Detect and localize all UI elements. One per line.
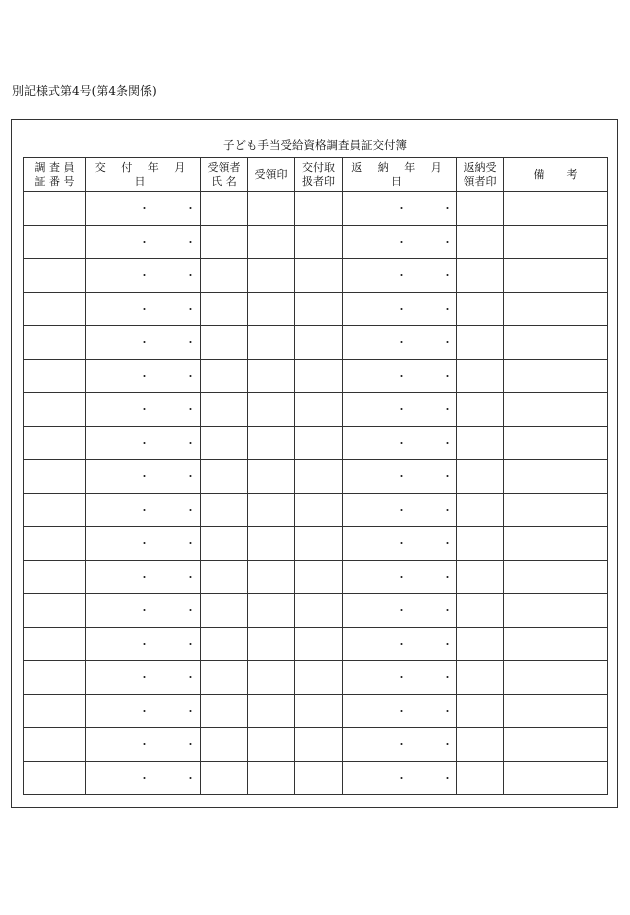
date-separator: ・ [396, 604, 407, 618]
cell-cert-no[interactable] [24, 761, 86, 795]
cell-return-date[interactable] [343, 259, 457, 293]
cell-return-recipient-seal[interactable] [457, 728, 504, 762]
date-separator: ・ [185, 436, 196, 450]
cell-issue-handler-seal[interactable] [295, 661, 343, 695]
cell-remarks[interactable] [504, 426, 608, 460]
header-remarks-label: 備 考 [533, 167, 578, 181]
cell-return-date[interactable] [343, 627, 457, 661]
header-issue-date-label: 交 付 年 月 日 [94, 160, 192, 188]
cell-return-recipient-seal[interactable] [457, 426, 504, 460]
date-separator: ・ [442, 771, 453, 785]
cell-recipient-name[interactable] [201, 761, 248, 795]
date-separator: ・ [442, 235, 453, 249]
cell-remarks[interactable] [504, 393, 608, 427]
header-return-recipient-seal [457, 158, 504, 192]
date-separator: ・ [442, 570, 453, 584]
cell-receipt-seal[interactable] [248, 192, 295, 226]
cell-return-recipient-seal[interactable] [457, 460, 504, 494]
cell-cert-no[interactable] [24, 426, 86, 460]
cell-return-recipient-seal[interactable] [457, 359, 504, 393]
table-row [24, 259, 608, 293]
cell-receipt-seal[interactable] [248, 326, 295, 360]
cell-return-date[interactable] [343, 560, 457, 594]
date-separator: ・ [185, 604, 196, 618]
table-row [24, 192, 608, 226]
cell-receipt-seal[interactable] [248, 627, 295, 661]
date-separator: ・ [396, 570, 407, 584]
cell-receipt-seal[interactable] [248, 560, 295, 594]
cell-return-date[interactable] [343, 694, 457, 728]
cell-issue-handler-seal[interactable] [295, 292, 343, 326]
cell-recipient-name[interactable] [201, 493, 248, 527]
cell-issue-date[interactable] [86, 259, 201, 293]
cell-return-recipient-seal[interactable] [457, 393, 504, 427]
cell-return-date[interactable] [343, 460, 457, 494]
cell-receipt-seal[interactable] [248, 594, 295, 628]
header-recipient-name-line2: 氏 名 [211, 174, 237, 188]
date-separator: ・ [396, 302, 407, 316]
date-separator: ・ [396, 671, 407, 685]
cell-issue-handler-seal[interactable] [295, 259, 343, 293]
cell-recipient-name[interactable] [201, 594, 248, 628]
cell-remarks[interactable] [504, 292, 608, 326]
date-separator: ・ [442, 738, 453, 752]
cell-issue-date[interactable] [86, 192, 201, 226]
cell-remarks[interactable] [504, 493, 608, 527]
date-separator: ・ [396, 637, 407, 651]
cell-issue-handler-seal[interactable] [295, 761, 343, 795]
cell-return-date[interactable] [343, 326, 457, 360]
cell-cert-no[interactable] [24, 594, 86, 628]
cell-issue-date[interactable] [86, 326, 201, 360]
date-separator: ・ [185, 202, 196, 216]
cell-issue-handler-seal[interactable] [295, 426, 343, 460]
date-separator: ・ [396, 537, 407, 551]
date-separator: ・ [396, 269, 407, 283]
cell-issue-date[interactable] [86, 761, 201, 795]
date-separator: ・ [396, 436, 407, 450]
cell-remarks[interactable] [504, 694, 608, 728]
date-separator: ・ [396, 503, 407, 517]
date-separator: ・ [185, 771, 196, 785]
date-separator: ・ [185, 403, 196, 417]
header-return-date-label: 返 納 年 月 日 [351, 160, 448, 188]
date-separator: ・ [185, 369, 196, 383]
cell-remarks[interactable] [504, 560, 608, 594]
date-separator: ・ [139, 470, 150, 484]
cell-cert-no[interactable] [24, 393, 86, 427]
cell-return-recipient-seal[interactable] [457, 326, 504, 360]
cell-issue-date[interactable] [86, 493, 201, 527]
date-separator: ・ [139, 604, 150, 618]
cell-return-recipient-seal[interactable] [457, 661, 504, 695]
cell-issue-handler-seal[interactable] [295, 493, 343, 527]
cell-issue-date[interactable] [86, 527, 201, 561]
cell-receipt-seal[interactable] [248, 225, 295, 259]
cell-cert-no[interactable] [24, 292, 86, 326]
cell-cert-no[interactable] [24, 259, 86, 293]
cell-receipt-seal[interactable] [248, 460, 295, 494]
date-separator: ・ [396, 235, 407, 249]
date-separator: ・ [139, 671, 150, 685]
date-separator: ・ [185, 302, 196, 316]
cell-cert-no[interactable] [24, 359, 86, 393]
date-separator: ・ [139, 302, 150, 316]
date-separator: ・ [442, 537, 453, 551]
date-separator: ・ [139, 202, 150, 216]
register-body [24, 192, 608, 795]
cell-recipient-name[interactable] [201, 192, 248, 226]
date-separator: ・ [185, 704, 196, 718]
cell-return-recipient-seal[interactable] [457, 761, 504, 795]
table-row [24, 761, 608, 795]
cell-recipient-name[interactable] [201, 359, 248, 393]
cell-issue-handler-seal[interactable] [295, 560, 343, 594]
cell-issue-handler-seal[interactable] [295, 359, 343, 393]
cell-return-recipient-seal[interactable] [457, 527, 504, 561]
date-separator: ・ [442, 671, 453, 685]
cell-issue-date[interactable] [86, 359, 201, 393]
table-row [24, 292, 608, 326]
cell-remarks[interactable] [504, 594, 608, 628]
cell-recipient-name[interactable] [201, 292, 248, 326]
cell-issue-handler-seal[interactable] [295, 460, 343, 494]
header-recipient-name-line1: 受領者 [207, 160, 241, 174]
table-row [24, 527, 608, 561]
cell-receipt-seal[interactable] [248, 694, 295, 728]
cell-recipient-name[interactable] [201, 393, 248, 427]
cell-return-date[interactable] [343, 728, 457, 762]
cell-recipient-name[interactable] [201, 728, 248, 762]
cell-cert-no[interactable] [24, 225, 86, 259]
date-separator: ・ [396, 470, 407, 484]
date-separator: ・ [185, 269, 196, 283]
cell-receipt-seal[interactable] [248, 359, 295, 393]
table-row [24, 225, 608, 259]
cell-return-recipient-seal[interactable] [457, 192, 504, 226]
date-separator: ・ [185, 570, 196, 584]
header-cert-no-line1: 調 査 員 [34, 160, 75, 174]
cell-receipt-seal[interactable] [248, 728, 295, 762]
cell-issue-date[interactable] [86, 694, 201, 728]
cell-receipt-seal[interactable] [248, 393, 295, 427]
date-separator: ・ [185, 336, 196, 350]
register-table [23, 157, 608, 795]
cell-return-date[interactable] [343, 426, 457, 460]
cell-return-date[interactable] [343, 493, 457, 527]
cell-return-recipient-seal[interactable] [457, 493, 504, 527]
header-issue-handler-seal-line2: 扱者印 [302, 174, 335, 188]
cell-remarks[interactable] [504, 728, 608, 762]
cell-return-recipient-seal[interactable] [457, 694, 504, 728]
date-separator: ・ [442, 336, 453, 350]
date-separator: ・ [442, 503, 453, 517]
cell-recipient-name[interactable] [201, 527, 248, 561]
cell-issue-handler-seal[interactable] [295, 225, 343, 259]
header-cert-no [24, 158, 86, 192]
cell-issue-handler-seal[interactable] [295, 393, 343, 427]
cell-cert-no[interactable] [24, 728, 86, 762]
cell-return-date[interactable] [343, 292, 457, 326]
cell-issue-date[interactable] [86, 594, 201, 628]
date-separator: ・ [139, 738, 150, 752]
cell-cert-no[interactable] [24, 661, 86, 695]
date-separator: ・ [139, 436, 150, 450]
cell-return-date[interactable] [343, 661, 457, 695]
table-row [24, 594, 608, 628]
cell-recipient-name[interactable] [201, 259, 248, 293]
cell-cert-no[interactable] [24, 627, 86, 661]
cell-cert-no[interactable] [24, 192, 86, 226]
header-return-recipient-seal-line1: 返納受 [463, 160, 497, 174]
date-separator: ・ [185, 671, 196, 685]
date-separator: ・ [139, 403, 150, 417]
cell-remarks[interactable] [504, 192, 608, 226]
table-row [24, 694, 608, 728]
cell-issue-date[interactable] [86, 460, 201, 494]
cell-issue-date[interactable] [86, 560, 201, 594]
cell-recipient-name[interactable] [201, 560, 248, 594]
table-row [24, 326, 608, 360]
table-row [24, 393, 608, 427]
cell-return-recipient-seal[interactable] [457, 560, 504, 594]
cell-return-date[interactable] [343, 225, 457, 259]
date-separator: ・ [442, 704, 453, 718]
date-separator: ・ [442, 269, 453, 283]
cell-remarks[interactable] [504, 460, 608, 494]
cell-issue-date[interactable] [86, 225, 201, 259]
header-recipient-name [201, 158, 248, 192]
date-separator: ・ [396, 369, 407, 383]
cell-receipt-seal[interactable] [248, 292, 295, 326]
cell-issue-handler-seal[interactable] [295, 326, 343, 360]
date-separator: ・ [185, 503, 196, 517]
cell-receipt-seal[interactable] [248, 661, 295, 695]
cell-receipt-seal[interactable] [248, 761, 295, 795]
cell-cert-no[interactable] [24, 460, 86, 494]
register-title: 子ども手当受給資格調査員証交付簿 [223, 138, 407, 152]
header-remarks [504, 158, 608, 192]
date-separator: ・ [396, 336, 407, 350]
cell-recipient-name[interactable] [201, 426, 248, 460]
cell-return-date[interactable] [343, 359, 457, 393]
header-issue-handler-seal-line1: 交付取 [302, 160, 335, 174]
date-separator: ・ [139, 336, 150, 350]
table-row [24, 460, 608, 494]
date-separator: ・ [442, 470, 453, 484]
cell-receipt-seal[interactable] [248, 493, 295, 527]
date-separator: ・ [139, 235, 150, 249]
cell-issue-date[interactable] [86, 292, 201, 326]
cell-recipient-name[interactable] [201, 661, 248, 695]
date-separator: ・ [442, 604, 453, 618]
form-number-label: 別記様式第4号(第4条関係) [12, 84, 157, 98]
date-separator: ・ [396, 403, 407, 417]
cell-issue-date[interactable] [86, 728, 201, 762]
date-separator: ・ [442, 302, 453, 316]
cell-issue-date[interactable] [86, 393, 201, 427]
header-issue-handler-seal [295, 158, 343, 192]
date-separator: ・ [185, 738, 196, 752]
cell-issue-date[interactable] [86, 426, 201, 460]
cell-recipient-name[interactable] [201, 225, 248, 259]
date-separator: ・ [185, 637, 196, 651]
cell-remarks[interactable] [504, 259, 608, 293]
cell-cert-no[interactable] [24, 527, 86, 561]
date-separator: ・ [396, 738, 407, 752]
cell-cert-no[interactable] [24, 560, 86, 594]
cell-issue-handler-seal[interactable] [295, 728, 343, 762]
cell-remarks[interactable] [504, 527, 608, 561]
table-row [24, 359, 608, 393]
cell-remarks[interactable] [504, 225, 608, 259]
header-issue-date [86, 158, 201, 192]
table-row [24, 661, 608, 695]
date-separator: ・ [396, 704, 407, 718]
date-separator: ・ [139, 269, 150, 283]
date-separator: ・ [139, 637, 150, 651]
cell-return-recipient-seal[interactable] [457, 292, 504, 326]
cell-issue-handler-seal[interactable] [295, 192, 343, 226]
date-separator: ・ [139, 771, 150, 785]
date-separator: ・ [139, 369, 150, 383]
cell-return-recipient-seal[interactable] [457, 225, 504, 259]
date-separator: ・ [442, 436, 453, 450]
date-separator: ・ [442, 202, 453, 216]
date-separator: ・ [185, 235, 196, 249]
cell-remarks[interactable] [504, 627, 608, 661]
header-row [24, 158, 608, 192]
cell-issue-handler-seal[interactable] [295, 527, 343, 561]
cell-cert-no[interactable] [24, 493, 86, 527]
cell-receipt-seal[interactable] [248, 527, 295, 561]
cell-issue-handler-seal[interactable] [295, 627, 343, 661]
cell-return-recipient-seal[interactable] [457, 627, 504, 661]
cell-recipient-name[interactable] [201, 694, 248, 728]
table-row [24, 627, 608, 661]
date-separator: ・ [185, 470, 196, 484]
header-return-recipient-seal-line2: 領者印 [463, 174, 497, 188]
cell-receipt-seal[interactable] [248, 259, 295, 293]
cell-issue-handler-seal[interactable] [295, 694, 343, 728]
cell-receipt-seal[interactable] [248, 426, 295, 460]
cell-return-date[interactable] [343, 192, 457, 226]
cell-return-date[interactable] [343, 393, 457, 427]
cell-issue-date[interactable] [86, 661, 201, 695]
header-cert-no-line2: 証 番 号 [34, 174, 75, 188]
cell-cert-no[interactable] [24, 326, 86, 360]
cell-remarks[interactable] [504, 761, 608, 795]
cell-recipient-name[interactable] [201, 460, 248, 494]
cell-return-date[interactable] [343, 594, 457, 628]
cell-recipient-name[interactable] [201, 326, 248, 360]
date-separator: ・ [185, 537, 196, 551]
cell-issue-handler-seal[interactable] [295, 594, 343, 628]
cell-remarks[interactable] [504, 326, 608, 360]
cell-return-recipient-seal[interactable] [457, 259, 504, 293]
date-separator: ・ [442, 403, 453, 417]
date-separator: ・ [139, 537, 150, 551]
cell-return-date[interactable] [343, 761, 457, 795]
cell-cert-no[interactable] [24, 694, 86, 728]
table-row [24, 728, 608, 762]
table-row [24, 560, 608, 594]
date-separator: ・ [396, 771, 407, 785]
cell-return-recipient-seal[interactable] [457, 594, 504, 628]
table-row [24, 426, 608, 460]
cell-recipient-name[interactable] [201, 627, 248, 661]
date-separator: ・ [139, 503, 150, 517]
header-receipt-seal: 受領印 [248, 158, 295, 192]
date-separator: ・ [139, 570, 150, 584]
cell-remarks[interactable] [504, 359, 608, 393]
header-return-date [343, 158, 457, 192]
date-separator: ・ [442, 369, 453, 383]
date-separator: ・ [139, 704, 150, 718]
cell-return-date[interactable] [343, 527, 457, 561]
cell-remarks[interactable] [504, 661, 608, 695]
table-row [24, 493, 608, 527]
date-separator: ・ [442, 637, 453, 651]
cell-issue-date[interactable] [86, 627, 201, 661]
date-separator: ・ [396, 202, 407, 216]
